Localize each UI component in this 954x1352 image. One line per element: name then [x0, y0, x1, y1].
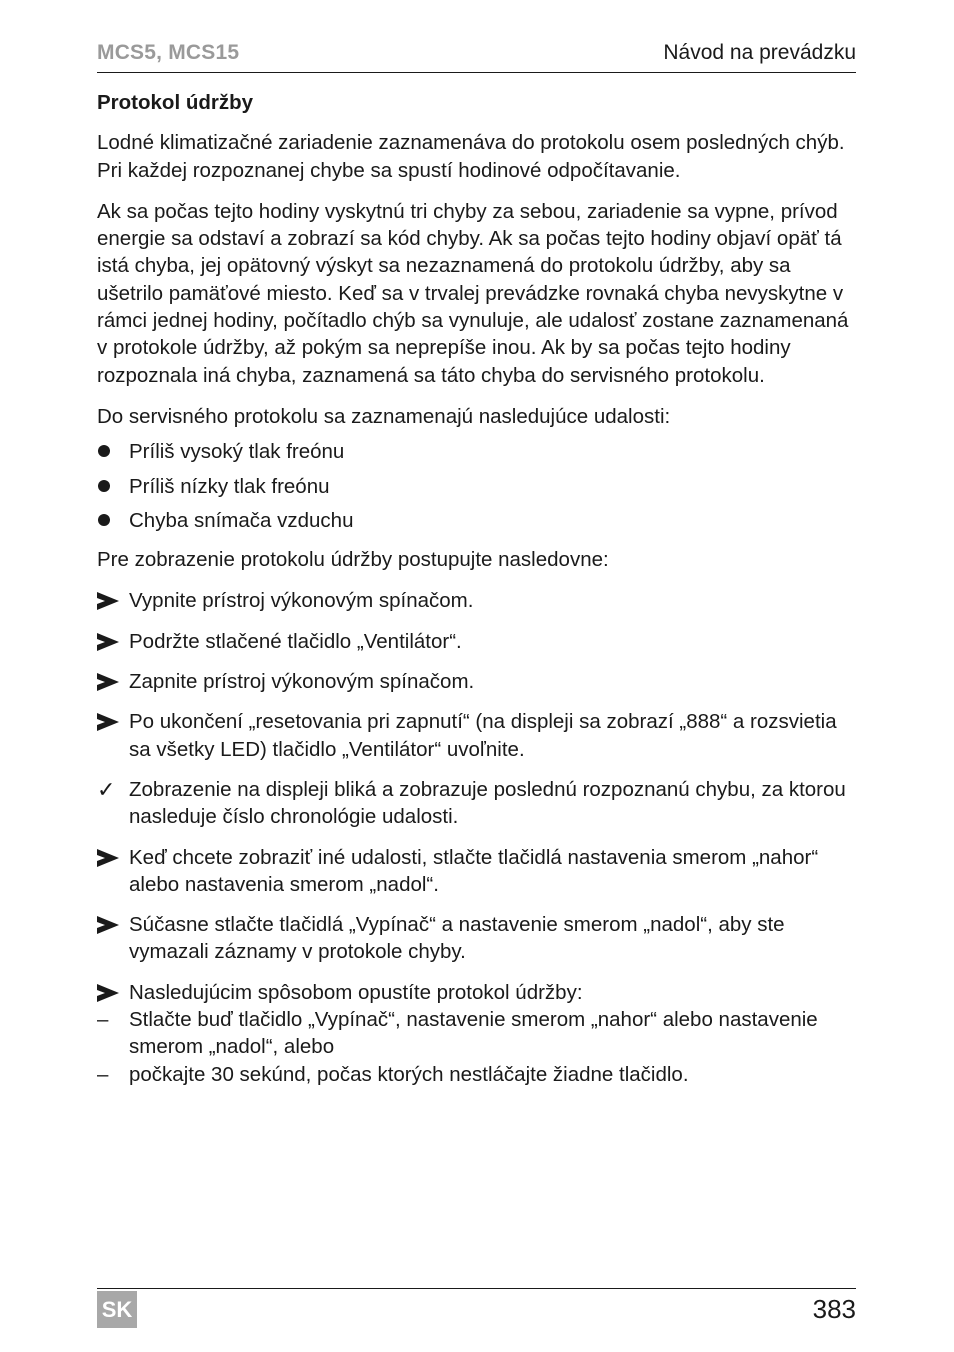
step-text: Podržte stlačené tlačidlo „Ventilátor“.: [129, 629, 462, 653]
list-item: [97, 1061, 856, 1088]
header-model: MCS5, MCS15: [97, 41, 240, 64]
paragraph: Lodné klimatizačné zariadenie zaznamenáva do protokolu osem posledných chýb. Pri každej rozpoznanej chybe sa spustí hodinové odpočítavanie.: [97, 131, 845, 182]
step-item: [97, 844, 856, 899]
list-item: [97, 438, 856, 465]
arrow-icon: [97, 713, 119, 731]
list-item: [97, 1006, 856, 1061]
exit-options-list: [97, 1006, 856, 1088]
step-text: Súčasne stlačte tlačidlá „Vypínač“ a nastavenie smerom „nadol“, aby ste vymazali záznamy v protokole chyby.: [129, 913, 785, 964]
arrow-icon: [97, 633, 119, 651]
dash-marker: –: [97, 1008, 109, 1032]
event-label: Chyba snímača vzduchu: [129, 508, 354, 532]
section-title: Protokol údržby: [97, 91, 254, 114]
procedure-intro: Pre zobrazenie protokolu údržby postupujte nasledovne:: [97, 548, 609, 572]
paragraph: Do servisného protokolu sa zaznamenajú nasledujúce udalosti:: [97, 404, 671, 428]
bullet-icon: [98, 480, 110, 492]
page-number: 383: [812, 1294, 856, 1324]
step-text: Vypnite prístroj výkonovým spínačom.: [129, 589, 474, 613]
arrow-icon: [97, 849, 119, 867]
step-item: [97, 708, 856, 763]
footer-divider: [97, 1288, 856, 1289]
list-item: [97, 473, 856, 500]
exit-option-text: Stlačte buď tlačidlo „Vypínač“, nastavenie smerom „nahor“ alebo nastavenie smerom „nadol“, alebo: [129, 1008, 818, 1059]
dash-marker: –: [97, 1062, 109, 1086]
arrow-icon: [97, 673, 119, 691]
step-item: [97, 628, 856, 655]
arrow-icon: [97, 916, 119, 934]
paragraph: Ak sa počas tejto hodiny vyskytnú tri chyby za sebou, zariadenie sa vypne, prívod energie sa odstaví a zobrazí sa kód chyby. Ak sa počas tejto hodiny objaví opäť tá istá chyba, jej opätovný výskyt sa nezaznamená do protokolu údržby, aby sa ušetrilo pamäťové miesto. Keď sa v trvalej prevádzke rovnaká chyba nevyskytne v rámci jednej hodiny, počítadlo chýb sa vynuluje, ale udalosť zostane zaznamenaná v protokole údržby, až pokým sa neprepíše inou. Ak by sa počas tejto hodiny rozpoznala iná chyba, zaznamená sa táto chyba do servisného protokolu.: [97, 199, 849, 387]
arrow-icon: [97, 984, 119, 1002]
step-item: [97, 587, 856, 614]
step-item: [97, 979, 856, 1088]
page-content: [97, 89, 856, 1101]
event-label: Príliš vysoký tlak freónu: [129, 440, 345, 464]
language-badge: SK: [97, 1291, 137, 1328]
header-divider: [97, 72, 856, 73]
step-item: [97, 668, 856, 695]
step-text: Keď chcete zobraziť iné udalosti, stlačte tlačidlá nastavenia smerom „nahor“ alebo nastavenia smerom „nadol“.: [129, 845, 819, 896]
step-text: Po ukončení „resetovania pri zapnutí“ (na displeji sa zobrazí „888“ a rozsvietia sa všetky LED) tlačidlo „Ventilátor“ uvoľnite.: [129, 710, 837, 761]
checkmark-icon: ✓: [97, 776, 116, 802]
list-item: [97, 507, 856, 534]
step-text: Zapnite prístroj výkonovým spínačom.: [129, 670, 475, 694]
arrow-icon: [97, 592, 119, 610]
step-text: Nasledujúcim spôsobom opustíte protokol údržby:: [129, 980, 583, 1004]
result-item: [97, 776, 856, 831]
bullet-icon: [98, 445, 110, 457]
result-text: Zobrazenie na displeji bliká a zobrazuje poslednú rozpoznanú chybu, za ktorou nasleduje číslo chronológie udalosti.: [129, 777, 846, 829]
step-item: [97, 911, 856, 966]
event-list: [97, 438, 856, 534]
bullet-icon: [98, 514, 110, 526]
header-doc-type: Návod na prevádzku: [663, 41, 856, 64]
exit-option-text: počkajte 30 sekúnd, počas ktorých nestláčajte žiadne tlačidlo.: [129, 1062, 689, 1086]
event-label: Príliš nízky tlak freónu: [129, 474, 330, 498]
